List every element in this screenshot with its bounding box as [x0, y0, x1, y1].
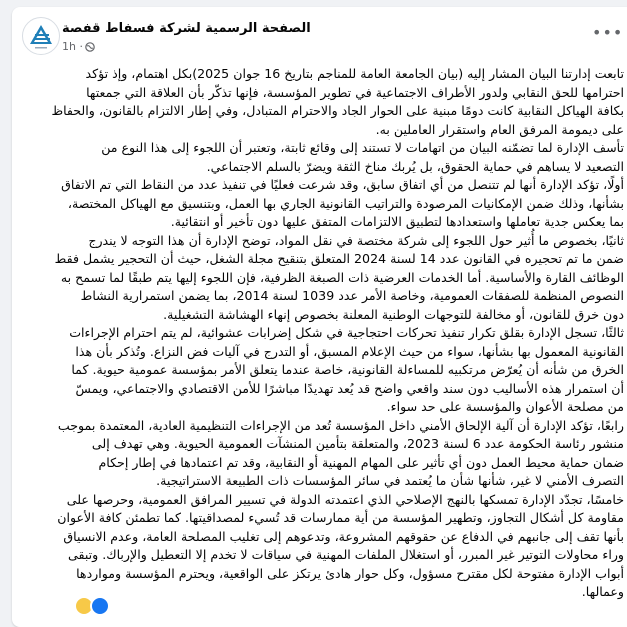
post-text-line: التصرف الأمني لا غير، شأنها شأن ما يُعتمد في سائر المؤسسات ذات الطبيعة الاستراتيجية.	[156, 473, 624, 488]
post-text-line: مقاومة كل أشكال التجاوز، وتطهير المؤسسة من أية ممارسات قد تُسيء لمصداقيتها. كما تطمئن كافة الأعوان	[57, 510, 624, 525]
post-text-line: دون خرق للقانون، أو مخالفة للتوجهات الوطنية المعلنة بخصوص إنهاء الهشاشة التشغيلية.	[163, 306, 624, 322]
post-card	[12, 7, 627, 627]
post-text-line: ضمن ما تم تحجيره في القانون عدد 14 لسنة 2024 المتعلق بتنقيح مجلة الشغل، حيث أن التحجير يشمل فقط	[54, 251, 624, 266]
post-text-line: بأنها تقف إلى جانبهم في الدفاع عن حقوقهم المشروعة، وتدعوهم إلى تغليب المصلحة العامة، وعدم الانسياق	[63, 528, 624, 544]
post-text-line: النصوص المنظمة للصفقات العمومية، وخاصة الأمر عدد 1039 لسنة 2014، بما يضمن استمرارية النشاط	[80, 288, 624, 303]
post-text-line: الوظائف القارة والأساسية. أما الخدمات العرضية ذات الصبغة الظرفية، فإن اللجوء إليها يتم طبقًا لما تسمح به	[60, 269, 624, 285]
globe-icon	[85, 42, 95, 52]
post-text-line: تابعت إدارتنا البيان المشار إليه (بيان الجامعة العامة للمناجم بتاريخ 16 جوان 2025)بكل اهتمام، وإذ تؤكد	[85, 66, 624, 81]
like-reaction-icon	[90, 596, 110, 616]
post-text-line: أن استمرار هذه الأساليب دون سند واقعي واضح قد يُعد تهديدًا مباشرًا للأمن الاقتصادي والاجتماعي، ويمسّ	[75, 380, 624, 396]
post-text-line: بشأنها، وذلك ضمن الإمكانيات المرصودة والتراتيب القانونية الجاري بها العمل، وبتنسيق مع الهياكل المختصة،	[67, 195, 624, 211]
company-logo-icon	[23, 18, 59, 54]
post-text-line: وعمالها.	[581, 584, 624, 599]
post-text-line: احترامها للحق النقابي ولدور الأطراف الاجتماعية في تطوير المؤسسة، فإنها تذكّر بأن العلاقة التي جمعتها	[86, 84, 624, 100]
post-text-line: التصعيد لا يساهم في حماية الحقوق، بل يُربك مناخ الثقة ويضرّ بالسلم الاجتماعي.	[206, 158, 624, 174]
post-text-line: ثانيًا، بخصوص ما أُثير حول اللجوء إلى شركة مختصة في نقل المواد، توضح الإدارة أن هذا التوجه لا يندرج	[88, 232, 624, 248]
post-text-line: منشور رئاسة الحكومة عدد 6 لسنة 2023، والمتعلقة بتأمين المنشآت العمومية الحيوية. وهي تهدف إلى	[91, 436, 624, 451]
post-text-line: ثالثًا، تسجل الإدارة بقلق تكرار تنفيذ تحركات احتجاجية في شكل إضرابات عشوائية، لم يتم احترام الإجراءات	[69, 325, 624, 340]
page-avatar[interactable]	[22, 17, 60, 55]
post-text-line: من مصلحة الأعوان والمؤسسة على حد سواء.	[386, 399, 624, 414]
post-text-line: تأسف الإدارة لما تضمّنه البيان من اتهامات لا تستند إلى وقائع ثابتة، وتعتبر أن اللجوء إلى هذا النوع من	[101, 140, 624, 155]
page-name-link[interactable]: الصفحة الرسمية لشركة فسفاط قفصة	[62, 21, 311, 36]
post-text-line: وراء محاولات التوتير غير المبرر، أو استغلال الملفات المهنية في سياقات لا تخدم إلا التعطيل والإرباك. وتبقى	[67, 547, 624, 562]
post-text	[26, 65, 624, 602]
post-text-line: رابعًا، تؤكد الإدارة أن آلية الإلحاق الأمني داخل المؤسسة تُعد من الإجراءات التنظيمية العادية، المعتمدة بموجب	[57, 417, 624, 433]
post-text-line: على ديمومة المرفق العام واستقرار العاملين به.	[375, 121, 624, 137]
more-options-button[interactable]	[592, 23, 623, 42]
more-horizontal-icon: •••	[592, 23, 624, 42]
post-timestamp[interactable]: 1h ·	[62, 40, 83, 53]
post-text-line: القانونية المعمول بها بشأنها، سواء من حيث الإعلام المسبق، أو التدرج في آليات فض النزاع. وتُذكر بأن هذا	[75, 343, 624, 359]
post-text-line: أولًا، تؤكد الإدارة أنها لم تتنصل من أي اتفاق سابق، وقد شرعت فعليًا في تنفيذ عدد من النقاط التي تم الاتفاق	[61, 177, 624, 192]
post-text-line: ضمان حماية محيط العمل دون أي تأثير على المهام المهنية أو النقابية، وقد تم اعتمادها في إطار إحكام	[98, 454, 624, 470]
post-text-line: الخرق من شأنه أن يُعرّض مرتكبيه للمساءلة القانونية، خاصة عندما يتعلق الأمر بمؤسسة عمومية حيوية. كما	[71, 362, 624, 377]
post-text-line: بما يعكس جدية تعاملها واستعدادها لتطبيق الالتزامات المتفق عليها دون تأخير أو انتقائية.	[170, 214, 624, 229]
post-text-line: أبواب الإدارة مفتوحة لكل مقترح مسؤول، وكل حوار هادئ يرتكز على الواقعية، ويحترم المؤسسة ومواردها	[76, 565, 624, 581]
post-text-line: بكافة الهياكل النقابية كانت دومًا مبنية على الحوار الجاد والاحترام المتبادل، وفي إطار الالتزام بالقانون، والحفاظ	[51, 103, 624, 118]
post-text-line: خامسًا، تجدّد الإدارة تمسكها بالنهج الإصلاحي الذي اعتمدته الدولة في تسيير المرافق العمومية، وحرصها على	[66, 491, 624, 507]
post-meta	[62, 40, 95, 53]
reactions-summary[interactable]	[78, 596, 110, 616]
